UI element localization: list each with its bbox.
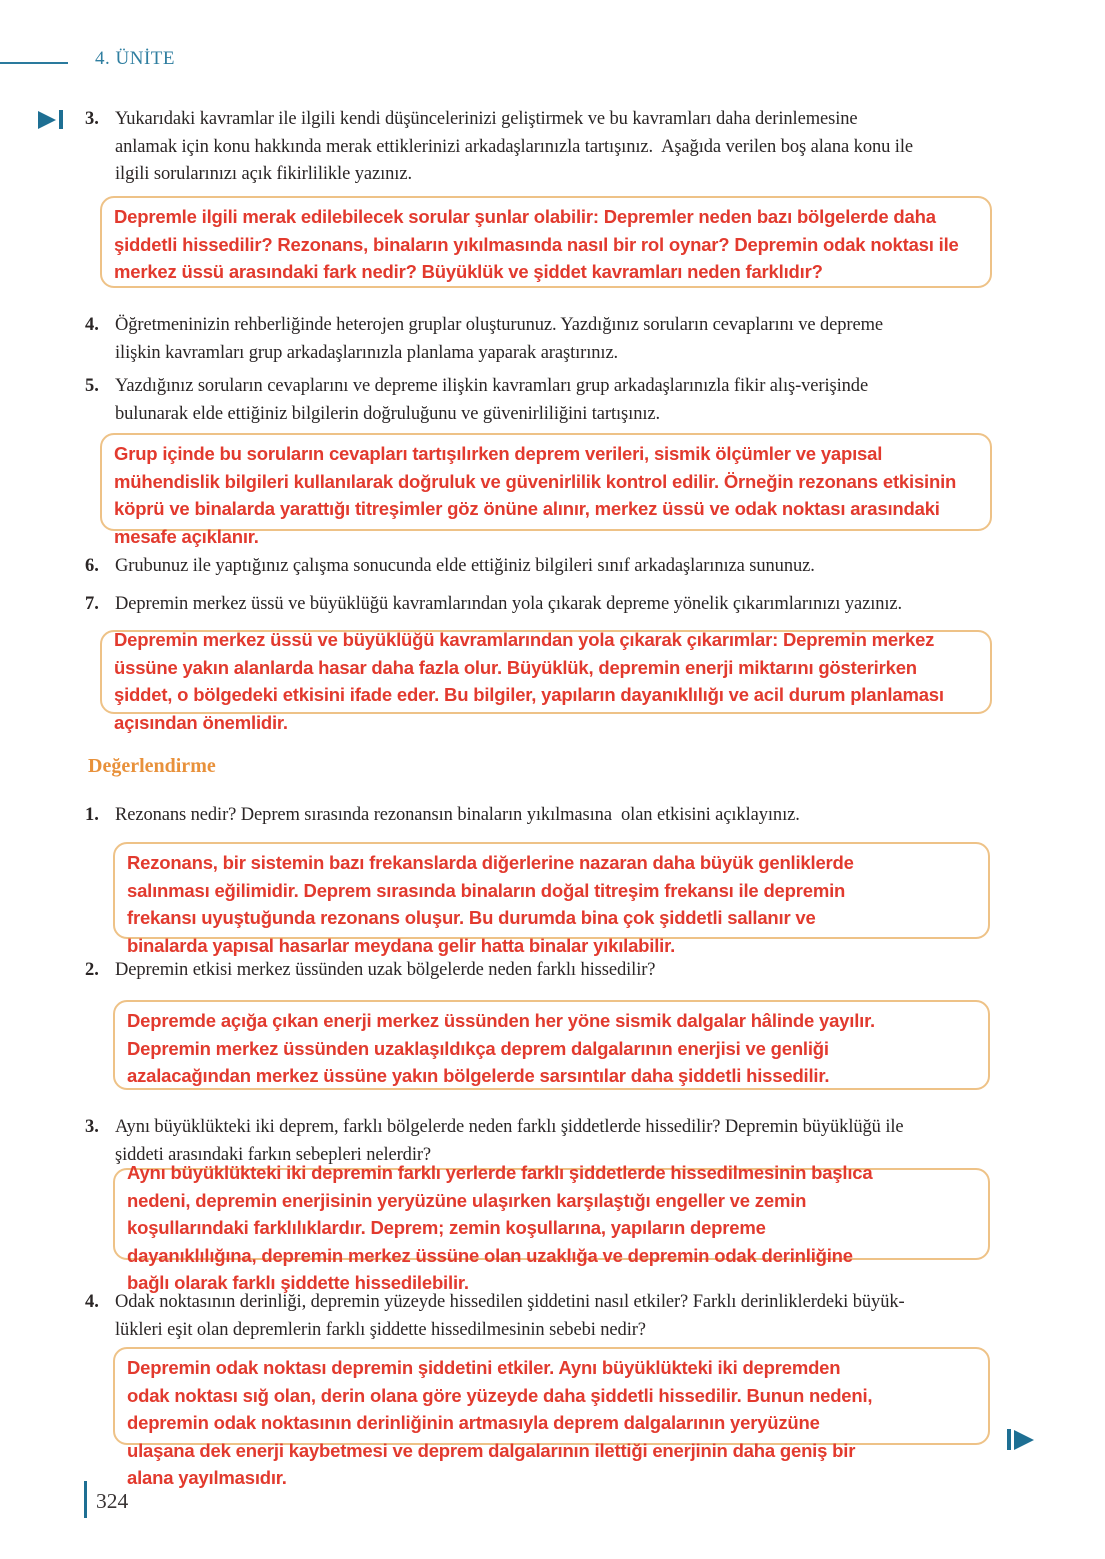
- page-number: 324: [96, 1489, 129, 1513]
- answer-text: [114, 203, 978, 286]
- answer-line: ulaşana dek enerji kaybetmesi ve deprem dalgalarının ilettiği enerjinin daha geniş bir: [127, 1439, 856, 1461]
- answer-line: merkez üssü arasındaki fark nedir? Büyüklük ve şiddet kavramları neden farklıdır?: [114, 261, 823, 282]
- step-text: [115, 106, 913, 189]
- step-number: 3.: [85, 109, 99, 129]
- step-text: [115, 591, 902, 619]
- marker-bar: [59, 110, 63, 129]
- step-number: 6.: [85, 556, 99, 576]
- step-3: [85, 106, 913, 189]
- answer-line: şiddet, o bölgedeki etkisini ifade eder. Bu bilgiler, yapıların dayanıklılığı ve acil durum planlaması: [114, 684, 944, 705]
- answer-box-resonance: [113, 842, 990, 956]
- question-text-line: Odak noktasının derinliği, depremin yüzeyde hissedilen şiddetini nasıl etkiler? Farklı derinliklerdeki büyük-: [115, 1292, 905, 1312]
- step-number: 7.: [85, 594, 99, 614]
- step-text-line: Yukarıdaki kavramlar ile ilgili kendi düşüncelerinizi geliştirmek ve bu kavramları daha derinlemesine: [115, 109, 858, 129]
- answer-line: Depremin merkez üssü ve büyüklüğü kavramlarından yola çıkarak çıkarımlar: Depremin merkez: [114, 629, 935, 650]
- step-text-line: Depremin merkez üssü ve büyüklüğü kavramlarından yola çıkarak depreme yönelik çıkarımlarınızı yazınız.: [115, 594, 903, 614]
- answer-text: [127, 1354, 976, 1492]
- unit-label: 4. ÜNİTE: [95, 48, 175, 69]
- answer-line: mühendislik bilgileri kullanılarak doğruluk ve güvenirlilik kontrol edilir. Örneğin rezonans etkisinin: [114, 470, 957, 492]
- step-text-line: ilgili sorularınızı açık fikirlilikle yazınız.: [115, 164, 412, 184]
- play-arrow-icon: [38, 111, 56, 129]
- answer-line: azalacağından merkez üssüne yakın bölgelerde sarsıntılar daha şiddetli hissedilir.: [127, 1065, 830, 1086]
- answer-line: depremin odak noktasının derinliğinin artmasıyla deprem dalgalarının yeryüzüne: [127, 1412, 820, 1433]
- answer-box-inferences: [100, 629, 992, 733]
- answer-line: binalarda yapısal hasarlar meydana gelir hatta binalar yıkılabilir.: [127, 934, 676, 956]
- answer-line: üssüne yakın alanlarda hasar daha fazla olur. Büyüklük, depremin enerji miktarını gösterirken: [114, 656, 917, 678]
- question-1: [85, 802, 800, 830]
- step-text: [115, 312, 883, 367]
- answer-line: Rezonans, bir sistemin bazı frekanslarda diğerlerine nazaran daha büyük genliklerde: [127, 852, 854, 873]
- step-text-line: Yazdığınız soruların cevaplarını ve depreme ilişkin kavramları grup arkadaşlarınızla fikir alış-verişinde: [115, 376, 869, 396]
- question-number: 1.: [85, 805, 99, 825]
- question-text-line: lükleri eşit olan depremlerin farklı şiddette hissedilmesinin sebebi nedir?: [115, 1319, 646, 1340]
- answer-text: [114, 440, 978, 550]
- question-4: [85, 1289, 905, 1344]
- answer-line: alana yayılmasıdır.: [127, 1467, 287, 1488]
- answer-text: [127, 1007, 976, 1090]
- answer-line: salınması eğilimidir. Deprem sırasında binaların doğal titreşim frekansı ile depremin: [127, 879, 846, 901]
- answer-line: nedeni, depremin enerjisinin yeryüzüne ulaşırken karşılaştığı engeller ve zemin: [127, 1189, 807, 1211]
- step-marker-icon: [38, 110, 63, 129]
- evaluation-heading: Değerlendirme: [88, 755, 216, 777]
- answer-text: [127, 1159, 976, 1297]
- marker-bar: [1007, 1429, 1011, 1450]
- answer-line: şiddetli hissedilir? Rezonans, binaların yıkılmasında nasıl bir rol oynar? Depremin odak noktası ile: [114, 233, 959, 255]
- answer-box-group-discussion: [100, 433, 992, 547]
- step-7: [85, 591, 902, 619]
- question-number: 2.: [85, 960, 99, 980]
- step-text-line: bulunarak elde ettiğiniz bilgilerin doğruluğunu ve güvenirliliğini tartışınız.: [115, 403, 661, 424]
- answer-line: açısından önemlidir.: [114, 711, 288, 733]
- header-rule: [0, 62, 68, 64]
- step-6: [85, 553, 815, 581]
- answer-line: Depremle ilgili merak edilebilecek sorular şunlar olabilir: Depremler neden bazı bölgelerde daha: [114, 206, 936, 227]
- answer-line: Grup içinde bu soruların cevapları tartışılırken deprem verileri, sismik ölçümler ve yapısal: [114, 443, 883, 464]
- answer-box-distance-effect: [113, 1000, 990, 1090]
- answer-line: Depremin odak noktası depremin şiddetini etkiler. Aynı büyüklükteki iki depremden: [127, 1357, 841, 1378]
- question-text-line: şiddeti arasındaki farkın sebepleri nelerdir?: [115, 1144, 432, 1165]
- question-number: 3.: [85, 1117, 99, 1137]
- answer-box-focus-depth: [113, 1347, 990, 1488]
- answer-line: mesafe açıklanır.: [114, 525, 259, 547]
- answer-line: Depremin merkez üssünden uzaklaşıldıkça deprem dalgalarının enerjisi ve genliği: [127, 1037, 829, 1059]
- step-number: 5.: [85, 376, 99, 396]
- answer-line: Aynı büyüklükteki iki depremin farklı yerlerde farklı şiddetlerde hissedilmesinin başlıca: [127, 1162, 873, 1183]
- step-text-line: Öğretmeninizin rehberliğinde heterojen gruplar oluşturunuz. Yazdığınız soruların cevaplarını ve depreme: [115, 315, 883, 335]
- answer-line: dayanıklılığına, depremin merkez üssüne olan uzaklığa ve depremin odak derinliğine: [127, 1244, 853, 1266]
- question-text: [115, 802, 800, 830]
- answer-line: köprü ve binalarda yarattığı titreşimler göz önüne alınır, merkez üssü ve odak noktası arasındaki: [114, 498, 940, 519]
- step-5: [85, 373, 868, 428]
- step-text-line: anlamak için konu hakkında merak ettiklerinizi arkadaşlarınızla tartışınız. Aşağıda verilen boş alana konu ile: [115, 136, 913, 157]
- question-text-line: Depremin etkisi merkez üssünden uzak bölgelerde neden farklı hissedilir?: [115, 960, 656, 980]
- continue-marker-icon: [1007, 1429, 1034, 1450]
- question-text: [115, 957, 655, 985]
- answer-line: odak noktası sığ olan, derin olana göre yüzeyde daha şiddetli hissedilir. Bunun nedeni,: [127, 1384, 873, 1406]
- answer-box-intensity-difference: [113, 1162, 990, 1293]
- answer-line: koşullarındaki farklılıklardır. Deprem; zemin koşullarına, yapıların depreme: [127, 1217, 766, 1238]
- question-number: 4.: [85, 1292, 99, 1312]
- answer-text: [114, 626, 978, 736]
- answer-line: frekansı uyuştuğunda rezonans oluşur. Bu durumda bina çok şiddetli sallanır ve: [127, 907, 816, 928]
- step-text: [115, 373, 868, 428]
- step-text-line: Grubunuz ile yaptığınız çalışma sonucunda elde ettiğiniz bilgileri sınıf arkadaşlarınıza sununuz.: [115, 556, 815, 576]
- step-number: 4.: [85, 315, 99, 335]
- step-text-line: ilişkin kavramları grup arkadaşlarınızla planlama yaparak araştırınız.: [115, 342, 619, 363]
- step-text: [115, 553, 815, 581]
- question-text-line: Aynı büyüklükteki iki deprem, farklı bölgelerde neden farklı şiddetlerde hissedilir? Depremin büyüklüğü ile: [115, 1117, 904, 1137]
- answer-box-questions: [100, 196, 992, 288]
- question-text: [115, 1289, 905, 1344]
- play-arrow-icon: [1014, 1430, 1034, 1450]
- answer-text: [127, 849, 976, 959]
- footer-rule: [84, 1481, 87, 1518]
- answer-line: bağlı olarak farklı şiddette hissedilebilir.: [127, 1272, 469, 1293]
- question-2: [85, 957, 655, 985]
- step-4: [85, 312, 883, 367]
- question-text-line: Rezonans nedir? Deprem sırasında rezonansın binaların yıkılmasına olan etkisini açıklayınız.: [115, 805, 800, 825]
- answer-line: Depremde açığa çıkan enerji merkez üssünden her yöne sismik dalgalar hâlinde yayılır.: [127, 1010, 875, 1031]
